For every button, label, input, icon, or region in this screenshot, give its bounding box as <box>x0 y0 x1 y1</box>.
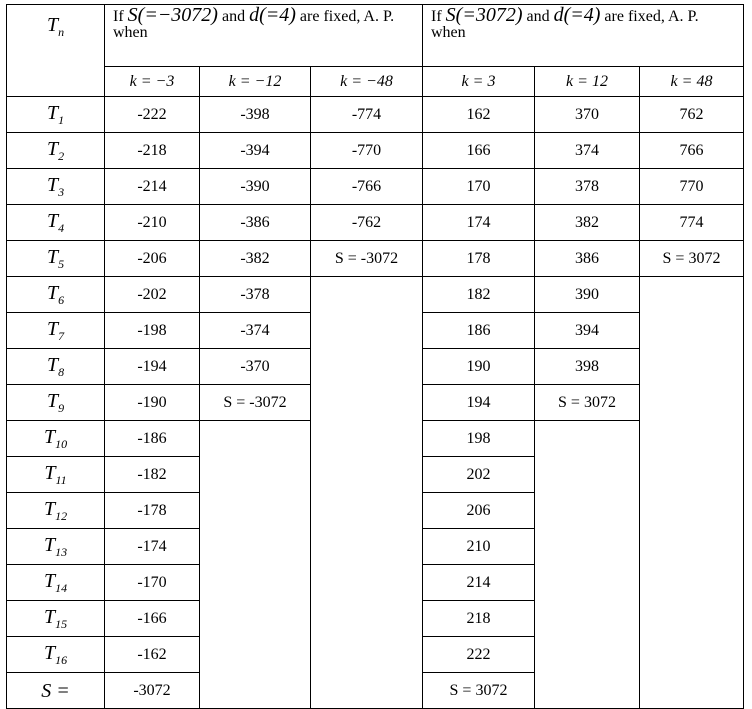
term-value: -170 <box>105 565 200 601</box>
empty-cell <box>535 601 640 637</box>
term-label: $T_9$ <box>7 385 105 421</box>
neg-header-s: S(=−3072) <box>127 4 218 26</box>
term-value: -202 <box>105 277 200 313</box>
term-label: $T_{16}$ <box>7 637 105 673</box>
term-value: -762 <box>311 205 423 241</box>
empty-cell <box>640 565 744 601</box>
table-row <box>7 457 744 493</box>
k-label-4: k = 3 <box>423 67 535 97</box>
empty-cell <box>640 421 744 457</box>
empty-cell <box>640 349 744 385</box>
term-value: 210 <box>423 529 535 565</box>
pos-header-s: S(=3072) <box>445 4 523 26</box>
table-row <box>7 313 744 349</box>
sum-cell: S = 3072 <box>640 241 744 277</box>
term-value: -178 <box>105 493 200 529</box>
term-value: 766 <box>640 133 744 169</box>
empty-cell <box>311 637 423 673</box>
term-label: $T_7$ <box>7 313 105 349</box>
term-value: -162 <box>105 637 200 673</box>
term-value: -190 <box>105 385 200 421</box>
empty-cell <box>200 421 311 457</box>
table-row <box>7 637 744 673</box>
table-row <box>7 421 744 457</box>
negative-sum-header <box>105 5 423 67</box>
empty-cell <box>200 601 311 637</box>
term-value: -218 <box>105 133 200 169</box>
term-value: -186 <box>105 421 200 457</box>
term-label: $T_5$ <box>7 241 105 277</box>
table-row <box>7 565 744 601</box>
empty-cell <box>535 529 640 565</box>
term-label: $T_{10}$ <box>7 421 105 457</box>
empty-cell <box>311 349 423 385</box>
k-label-1: k = −3 <box>105 67 200 97</box>
term-value: -766 <box>311 169 423 205</box>
term-value: 390 <box>535 277 640 313</box>
empty-cell <box>640 493 744 529</box>
table-row <box>7 97 744 133</box>
table-row <box>7 493 744 529</box>
empty-cell <box>535 565 640 601</box>
term-value: 198 <box>423 421 535 457</box>
sum-row <box>7 673 744 709</box>
empty-cell <box>311 601 423 637</box>
term-value: -198 <box>105 313 200 349</box>
table-row <box>7 601 744 637</box>
term-value: -398 <box>200 97 311 133</box>
term-label: $T_{12}$ <box>7 493 105 529</box>
term-value: -370 <box>200 349 311 385</box>
empty-cell <box>311 277 423 313</box>
empty-cell <box>200 457 311 493</box>
term-value: 374 <box>535 133 640 169</box>
term-value: -386 <box>200 205 311 241</box>
term-value: -378 <box>200 277 311 313</box>
empty-cell <box>640 601 744 637</box>
pos-header-text-1: If <box>431 8 446 25</box>
table-row <box>7 205 744 241</box>
term-value: 182 <box>423 277 535 313</box>
empty-cell <box>311 385 423 421</box>
sum-label: S = <box>7 673 105 709</box>
table-row <box>7 385 744 421</box>
term-label: $T_{15}$ <box>7 601 105 637</box>
term-label: $T_1$ <box>7 97 105 133</box>
table-row <box>7 241 744 277</box>
term-value: 170 <box>423 169 535 205</box>
term-value: 190 <box>423 349 535 385</box>
term-value: 222 <box>423 637 535 673</box>
term-label: $T_2$ <box>7 133 105 169</box>
empty-cell <box>200 637 311 673</box>
term-value: -194 <box>105 349 200 385</box>
term-label: $T_3$ <box>7 169 105 205</box>
term-value: 218 <box>423 601 535 637</box>
pos-header-d: d(=4) <box>553 4 601 26</box>
empty-cell <box>311 493 423 529</box>
empty-cell <box>200 565 311 601</box>
tn-symbol: T <box>46 14 59 36</box>
term-value: 394 <box>535 313 640 349</box>
table-row <box>7 529 744 565</box>
table-row <box>7 169 744 205</box>
term-value: -166 <box>105 601 200 637</box>
neg-header-text-2: and <box>217 8 250 25</box>
term-label: $T_8$ <box>7 349 105 385</box>
term-value: -374 <box>200 313 311 349</box>
term-label: $T_{11}$ <box>7 457 105 493</box>
empty-cell <box>311 421 423 457</box>
term-value: 194 <box>423 385 535 421</box>
empty-cell <box>535 421 640 457</box>
term-value: -770 <box>311 133 423 169</box>
term-value: 174 <box>423 205 535 241</box>
positive-total: S = 3072 <box>423 673 535 709</box>
empty-cell <box>311 457 423 493</box>
term-value: 770 <box>640 169 744 205</box>
term-value: 774 <box>640 205 744 241</box>
term-value: -214 <box>105 169 200 205</box>
term-label: $T_{13}$ <box>7 529 105 565</box>
pos-header-text-3: are fixed, A. P. when <box>431 8 699 41</box>
positive-sum-header <box>423 5 744 67</box>
term-value: -182 <box>105 457 200 493</box>
tn-header <box>7 5 105 97</box>
empty-cell <box>640 637 744 673</box>
term-value: -174 <box>105 529 200 565</box>
tn-subscript: n <box>58 25 65 39</box>
k-label-6: k = 48 <box>640 67 744 97</box>
k-label-5: k = 12 <box>535 67 640 97</box>
empty-cell <box>311 529 423 565</box>
term-value: -390 <box>200 169 311 205</box>
negative-total: -3072 <box>105 673 200 709</box>
term-value: 202 <box>423 457 535 493</box>
empty-cell <box>640 277 744 313</box>
term-value: 186 <box>423 313 535 349</box>
empty-cell <box>535 673 640 709</box>
k-label-2: k = −12 <box>200 67 311 97</box>
empty-cell <box>640 385 744 421</box>
term-value: -382 <box>200 241 311 277</box>
empty-cell <box>311 673 423 709</box>
empty-cell <box>640 529 744 565</box>
table-row <box>7 277 744 313</box>
term-label: $T_6$ <box>7 277 105 313</box>
term-value: 214 <box>423 565 535 601</box>
term-value: 398 <box>535 349 640 385</box>
term-value: 762 <box>640 97 744 133</box>
sum-cell: S = -3072 <box>311 241 423 277</box>
empty-cell <box>640 673 744 709</box>
sum-cell: S = 3072 <box>535 385 640 421</box>
empty-cell <box>535 493 640 529</box>
neg-header-d: d(=4) <box>249 4 296 26</box>
empty-cell <box>311 313 423 349</box>
neg-header-text-1: If <box>113 8 128 25</box>
term-value: -394 <box>200 133 311 169</box>
sum-cell: S = -3072 <box>200 385 311 421</box>
term-value: 378 <box>535 169 640 205</box>
term-label: $T_{14}$ <box>7 565 105 601</box>
k-label-3: k = −48 <box>311 67 423 97</box>
term-value: 370 <box>535 97 640 133</box>
table-row <box>7 349 744 385</box>
term-value: 166 <box>423 133 535 169</box>
term-value: 206 <box>423 493 535 529</box>
empty-cell <box>200 493 311 529</box>
ap-table <box>6 4 744 709</box>
term-label: $T_4$ <box>7 205 105 241</box>
term-value: -210 <box>105 205 200 241</box>
empty-cell <box>311 565 423 601</box>
empty-cell <box>200 529 311 565</box>
term-value: 382 <box>535 205 640 241</box>
empty-cell <box>640 457 744 493</box>
pos-header-text-2: and <box>522 8 554 25</box>
term-value: 386 <box>535 241 640 277</box>
table-row <box>7 133 744 169</box>
empty-cell <box>535 637 640 673</box>
term-value: 178 <box>423 241 535 277</box>
empty-cell <box>200 673 311 709</box>
empty-cell <box>535 457 640 493</box>
neg-header-text-3: are fixed, A. P. when <box>113 8 395 41</box>
term-value: -774 <box>311 97 423 133</box>
empty-cell <box>640 313 744 349</box>
term-value: -206 <box>105 241 200 277</box>
term-value: -222 <box>105 97 200 133</box>
term-value: 162 <box>423 97 535 133</box>
